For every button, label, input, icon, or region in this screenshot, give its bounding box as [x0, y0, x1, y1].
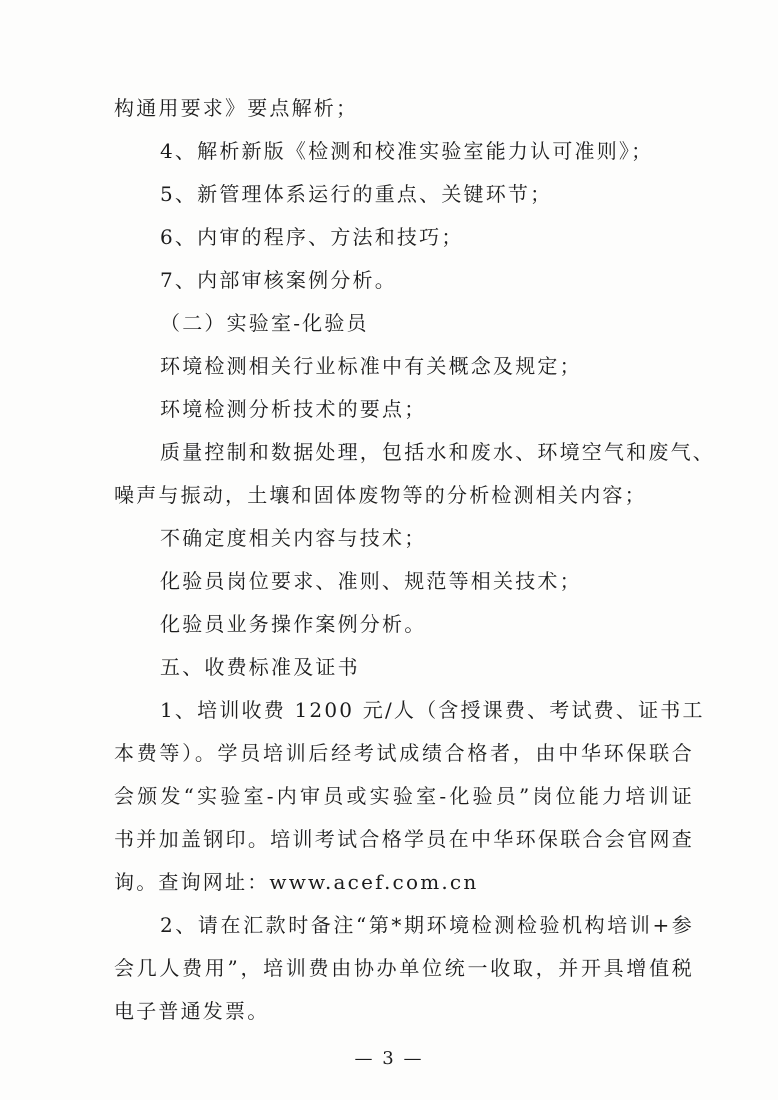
text-line: 电子普通发票。 [114, 999, 270, 1023]
text-line: 环境检测分析技术的要点； [160, 397, 427, 421]
text-line: 1、培训收费 1200 元/人（含授课费、考试费、证书工 [160, 698, 705, 722]
section-heading: （二）实验室-化验员 [160, 311, 369, 335]
page-number: — 3 — [354, 1048, 424, 1069]
text-line: 书并加盖钢印。培训考试合格学员在中华环保联合会官网查 [114, 827, 694, 851]
text-line: 化验员岗位要求、准则、规范等相关技术； [160, 569, 582, 593]
text-line: 本费等）。学员培训后经考试成绩合格者，由中华环保联合 [114, 741, 694, 765]
list-item: 4、解析新版《检测和校准实验室能力认可准则》； [160, 139, 654, 163]
text-line: 噪声与振动，土壤和固体废物等的分析检测相关内容； [114, 483, 647, 507]
text-line: 不确定度相关内容与技术； [160, 526, 427, 550]
text-line: 询。查询网址：www.acef.com.cn [114, 870, 479, 894]
list-item: 7、内部审核案例分析。 [160, 268, 397, 292]
section-heading: 五、收费标准及证书 [160, 655, 360, 679]
list-item: 5、新管理体系运行的重点、关键环节； [160, 182, 553, 206]
text-line: 构通用要求》要点解析； [114, 96, 359, 120]
text-line: 会几人费用”，培训费由协办单位统一收取，并开具增值税 [114, 956, 694, 980]
text-line: 化验员业务操作案例分析。 [160, 612, 427, 636]
text-line: 会颁发“实验室-内审员或实验室-化验员”岗位能力培训证 [114, 784, 694, 808]
text-line: 环境检测相关行业标准中有关概念及规定； [160, 354, 582, 378]
text-line: 质量控制和数据处理，包括水和废水、环境空气和废气、 [160, 440, 715, 464]
text-line: 2、请在汇款时备注“第*期环境检测检验机构培训+参 [160, 913, 694, 937]
list-item: 6、内审的程序、方法和技巧； [160, 225, 464, 249]
